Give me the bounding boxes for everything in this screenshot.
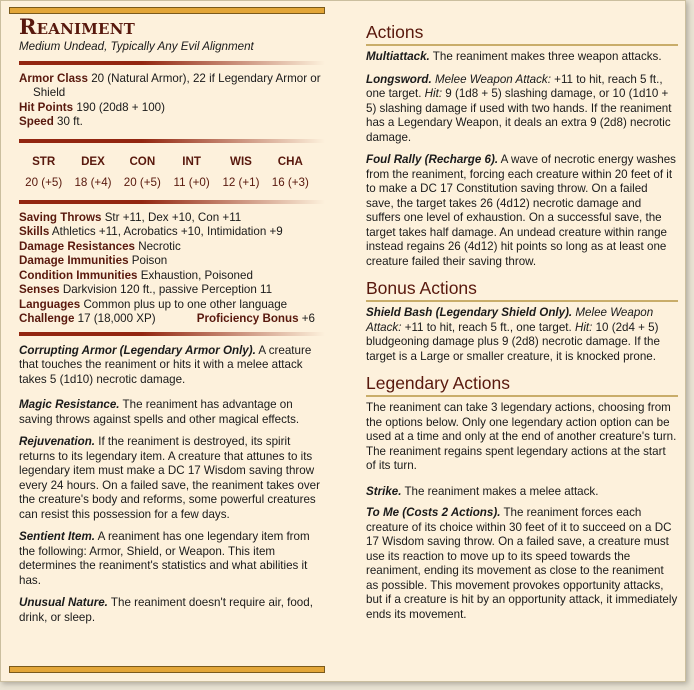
divider (19, 139, 325, 143)
bonus-actions-heading: Bonus Actions (366, 278, 678, 302)
skills (19, 225, 325, 240)
ability-con (118, 155, 167, 191)
skills-label: Skills (19, 225, 50, 238)
spacer (366, 364, 678, 373)
saving-throws (19, 211, 325, 226)
trait-corrupting-armor (19, 344, 325, 388)
trait-name: Magic Resistance. (19, 398, 120, 411)
legendary-actions-heading: Legendary Actions (366, 373, 678, 397)
senses-label: Senses (19, 283, 60, 296)
trait-unusual-nature (19, 596, 325, 625)
attack-type: Melee Weapon Attack: (366, 306, 654, 334)
challenge-value: 17 (18,000 XP) (77, 312, 156, 325)
trait-sentient-item (19, 530, 325, 588)
hit-points (19, 101, 325, 116)
legendary-to-me (366, 506, 678, 622)
ability-score: 20 (+5) (123, 176, 161, 189)
stat-block-right-column (366, 22, 678, 622)
trait-name: Unusual Nature. (19, 596, 108, 609)
damage-resistances (19, 240, 325, 255)
trait-text: A creature that touches the reaniment or hits it with a melee attack takes 5 (1d10) necrotic damage. (19, 343, 312, 386)
spacer (366, 269, 678, 278)
ability-score: 18 (+4) (74, 176, 112, 189)
trait-name: Corrupting Armor (Legendary Armor Only). (19, 343, 256, 357)
challenge-label: Challenge (19, 312, 75, 325)
trait-magic-resistance (19, 398, 325, 427)
legendary-intro: The reaniment can take 3 legendary actions, choosing from the options below. Only one legendary action option can be used at a time and only at the end of another creature's turn. The reaniment regains spent legendary actions at the start of its turn. (366, 401, 677, 472)
ability-name: WIS (230, 154, 252, 168)
languages-value: Common plus up to one other language (83, 297, 288, 311)
monster-name: Reaniment (19, 14, 135, 39)
action-name: To Me (Costs 2 Actions). (366, 506, 501, 519)
senses-value: Darkvision 120 ft., passive Perception 11 (62, 283, 273, 296)
attack-bonus: +11 to hit, reach 5 ft., one target. (404, 320, 572, 334)
ability-score: 12 (+1) (222, 176, 260, 189)
armor-class-label: Armor Class (19, 71, 88, 85)
attack-type: Melee Weapon Attack: (434, 72, 551, 86)
armor-class-value: 20 (Natural Armor), 22 if Legendary Armor or Shield (33, 71, 321, 99)
trait-text: The reaniment doesn't require air, food, drink, or sleep. (19, 596, 313, 624)
saving-throws-label: Saving Throws (19, 210, 102, 224)
condition-immunities-value: Exhaustion, Poisoned (140, 268, 253, 282)
ability-dex (68, 155, 117, 191)
action-name: Multiattack. (366, 50, 430, 63)
hit-label: Hit: (424, 87, 443, 100)
ability-name: INT (182, 154, 201, 168)
proficiency-bonus (197, 312, 315, 327)
ability-name: DEX (81, 154, 105, 168)
proficiency-bonus-value: +6 (301, 312, 315, 325)
hit-points-value: 190 (20d8 + 100) (76, 100, 165, 114)
divider (19, 61, 325, 65)
ability-name: CHA (277, 154, 303, 168)
action-shield-bash (366, 306, 678, 364)
ability-wis (216, 155, 265, 191)
damage-immunities (19, 254, 325, 269)
trait-name: Sentient Item. (19, 530, 96, 543)
action-text: The reaniment makes a melee attack. (404, 484, 599, 498)
hit-points-label: Hit Points (19, 100, 74, 114)
languages-label: Languages (19, 297, 81, 311)
divider (19, 200, 325, 204)
ability-scores (19, 155, 315, 191)
legendary-strike (366, 485, 678, 500)
action-multiattack (366, 50, 678, 65)
damage-resistances-value: Necrotic (138, 239, 181, 253)
trait-text: A reaniment has one legendary item from the following: Armor, Shield, or Weapon. This item determines the reaniment's statistics and what abilities it has. (19, 530, 310, 587)
trait-rejuvenation (19, 435, 325, 522)
speed-label: Speed (19, 115, 54, 128)
action-longsword (366, 73, 678, 146)
damage-immunities-value: Poison (131, 254, 168, 267)
action-foul-rally (366, 153, 678, 269)
damage-immunities-label: Damage Immunities (19, 254, 129, 267)
action-name: Strike. (366, 484, 402, 498)
trait-text: The reaniment has advantage on saving throws against spells and other magical effects. (19, 398, 300, 426)
skills-value: Athletics +11, Acrobatics +10, Intimidation +9 (51, 225, 283, 238)
action-text: A wave of necrotic energy washes from the reaniment, forcing each creature within 20 feet of it to make a DC 17 Constitution saving throw. On a failed save, the target takes 26 (4d12) necrotic damage and suffers one level of exhaustion. On a successful save, the target takes half damage. An undead creature within range instead regains 26 (4d12) hit points so long as at least one creature failed their saving throw. (366, 153, 676, 268)
armor-class (19, 72, 325, 101)
actions-heading: Actions (366, 22, 678, 46)
stat-block-top-bar (9, 7, 325, 14)
ability-cha (266, 155, 315, 191)
monster-type: Medium Undead, Typically Any Evil Alignment (19, 40, 254, 53)
damage-resistances-label: Damage Resistances (19, 239, 135, 253)
stat-block-left-column (19, 15, 325, 625)
speed-value: 30 ft. (57, 115, 83, 128)
trait-text: If the reaniment is destroyed, its spirit returns to its legendary item. A creature that attunes to its legendary item must make a DC 17 Wisdom saving throw every 24 hours. On a failed save, the reaniment takes over the creature's body and reforms, some powerful creatures can resist this possession for a few days. (19, 435, 320, 521)
senses (19, 283, 325, 298)
divider (19, 332, 325, 336)
trait-name: Rejuvenation. (19, 435, 96, 448)
condition-immunities-label: Condition Immunities (19, 268, 138, 282)
action-name: Foul Rally (Recharge 6). (366, 153, 499, 166)
hit-label: Hit: (574, 320, 593, 334)
action-text: The reaniment makes three weapon attacks. (432, 50, 662, 63)
ability-int (167, 155, 216, 191)
challenge-row (19, 312, 315, 327)
ability-name: STR (32, 154, 56, 168)
condition-immunities (19, 269, 325, 284)
ability-str (19, 155, 68, 191)
stat-block-bottom-bar (9, 666, 325, 673)
action-name: Shield Bash (Legendary Shield Only). (366, 306, 573, 319)
ability-name: CON (129, 154, 156, 168)
speed (19, 115, 325, 130)
attack-bonus: +11 to hit, reach 5 ft., one target. (366, 72, 663, 100)
ability-score: 16 (+3) (271, 176, 309, 189)
ability-score: 11 (+0) (173, 176, 210, 189)
action-name: Longsword. (366, 72, 432, 86)
languages (19, 298, 325, 313)
action-text: 9 (1d8 + 5) slashing damage, or 10 (1d10 + 5) slashing damage if used with two hands. If the reaniment has a Legendary Weapon, it deals an extra 9 (2d8) necrotic damage. (366, 87, 672, 144)
challenge (19, 312, 156, 327)
saving-throws-value: Str +11, Dex +10, Con +11 (104, 210, 242, 224)
ability-score: 20 (+5) (25, 176, 63, 189)
action-text: The reaniment forces each creature of its choice within 30 feet of it to succeed on a DC 17 Wisdom saving throw. On a failed save, a creature must use its reaction to move up to its speed towards the reaniment, ending its movement as close to the reaniment as possible. This movement provokes opportunity attacks, but if a creature is hit by an opportunity attack, it immediately ends its movement. (366, 506, 678, 621)
proficiency-bonus-label: Proficiency Bonus (196, 312, 299, 325)
action-text: 10 (2d4 + 5) bludgeoning damage plus 9 (2d8) necrotic damage. If the target is a Large or smaller creature, it is knocked prone. (366, 320, 660, 363)
